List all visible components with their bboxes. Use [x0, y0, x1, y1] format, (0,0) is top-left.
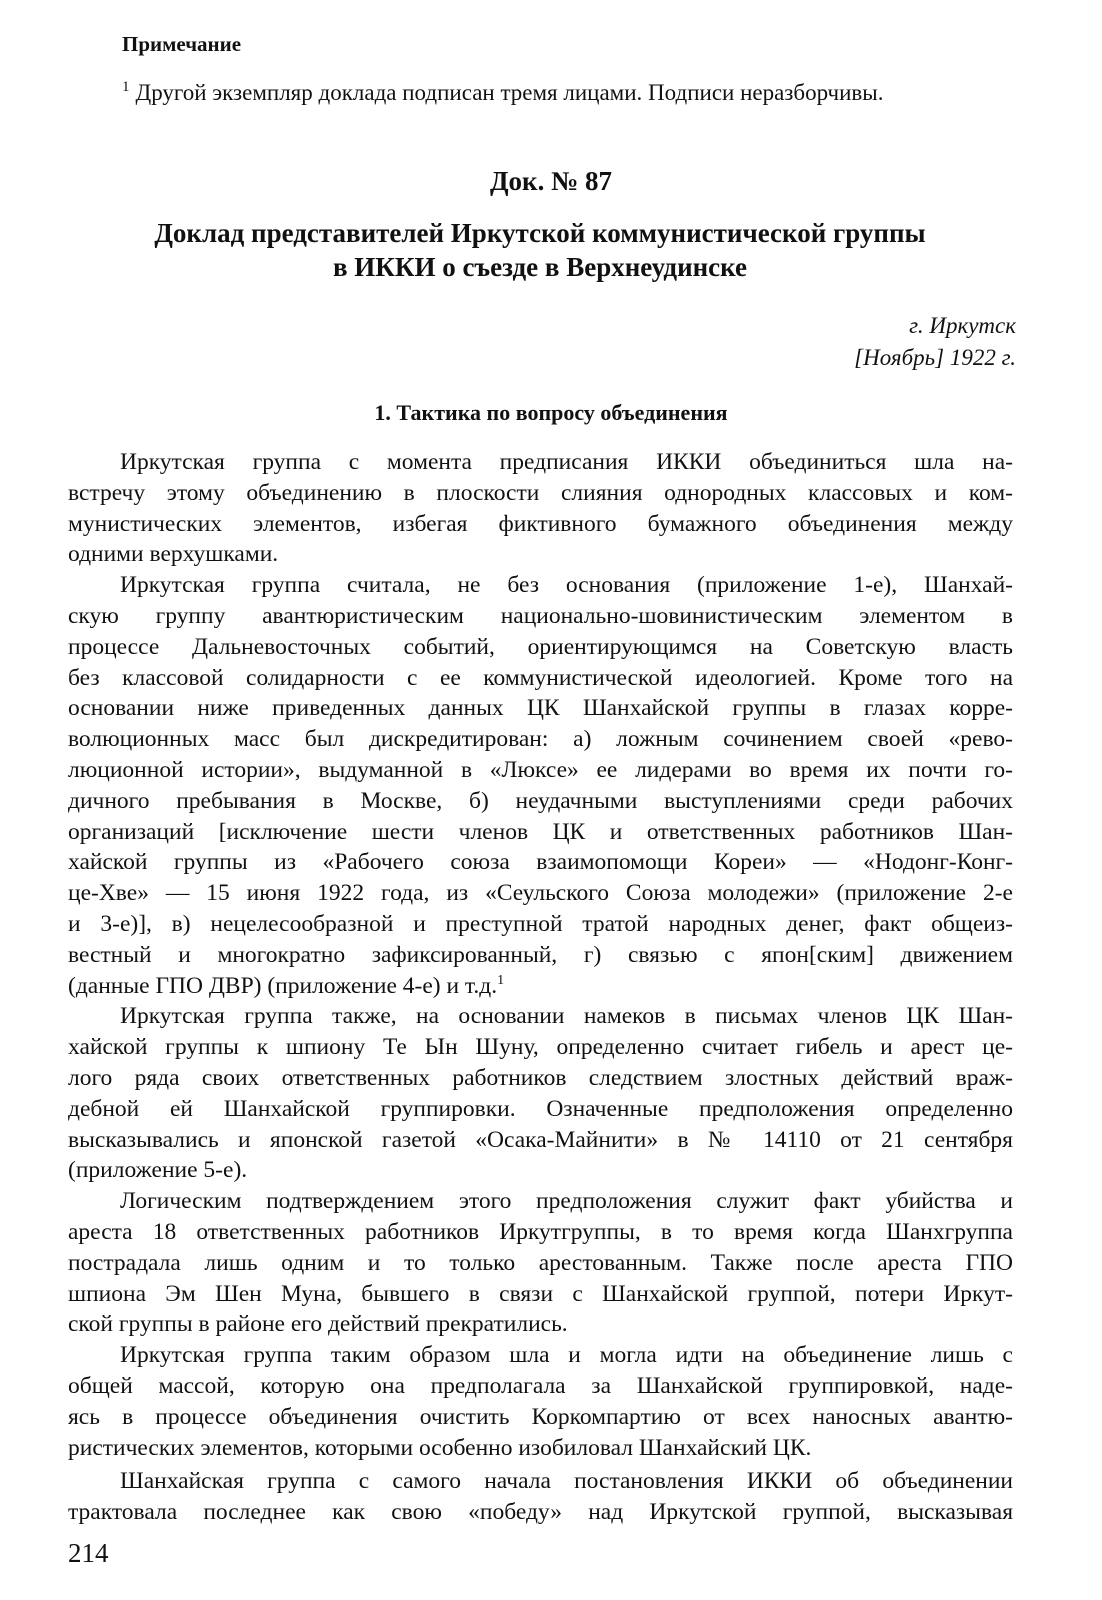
footnote-reference: 1	[497, 972, 505, 988]
text-line: ареста 18 ответственных работников Иркутгруппы, в то время когда Шанхгруппа	[68, 1218, 1013, 1245]
document-title-line: Доклад представителей Иркутской коммунистической группы	[154, 218, 926, 248]
text-line: встречу этому объединению в плоскости слияния однородных классовых и ком-	[68, 479, 1013, 506]
text-line: одними верхушками.	[68, 541, 279, 568]
text-line: Иркутская группа считала, не без основания (приложение 1-е), Шанхай-	[120, 572, 1013, 599]
document-place: г. Иркутск	[909, 313, 1016, 338]
text-line: ристических элементов, которыми особенно изобиловал Шанхайский ЦК.	[68, 1434, 812, 1461]
footnote-marker: 1	[122, 79, 130, 95]
text-line: дичного пребывания в Москве, б) неудачными выступлениями среди рабочих	[68, 787, 1013, 814]
text-line: организаций [исключение шести членов ЦК и ответственных работников Шан-	[68, 818, 1013, 845]
footnote-text	[122, 72, 883, 108]
text-line: люционной истории», выдуманной в «Люксе» ее лидерами во время их почти го-	[68, 756, 1013, 783]
text-line: высказывались и японской газетой «Осака-Майнити» в № 14110 от 21 сентября	[68, 1126, 1013, 1153]
text-line: це-Хве» — 15 июня 1922 года, из «Сеульского Союза молодежи» (приложение 2-е	[68, 880, 1013, 907]
text-line: шпиона Эм Шен Муна, бывшего в связи с Шанхайской группой, потери Иркут-	[68, 1280, 1013, 1307]
text-line: вестный и многократно зафиксированный, г) связью с япон[ским] движением	[68, 941, 1013, 968]
text-line: скую группу авантюристическим национально-шовинистическим элементом в	[68, 602, 1013, 629]
page-number: 214	[68, 1538, 109, 1568]
document-title-line: в ИККИ о съезде в Верхнеудинске	[332, 252, 748, 282]
text-line: Иркутская группа с момента предписания ИККИ объединиться шла на-	[120, 449, 1013, 475]
text-line: пострадала лишь одним и то только арестованным. Также после ареста ГПО	[68, 1249, 1013, 1276]
text-line: трактовала последнее как свою «победу» над Иркутской группой, высказывая	[68, 1499, 1013, 1526]
section-heading: 1. Тактика по вопросу объединения	[374, 400, 728, 425]
text-line: основании ниже приведенных данных ЦК Шанхайской группы в глазах корре-	[68, 695, 1013, 722]
text-line: мунистических элементов, избегая фиктивного бумажного объединения между	[68, 510, 1013, 537]
text-line: Иркутская группа также, на основании намеков в письмах членов ЦК Шан-	[120, 1003, 1013, 1030]
text-line: Иркутская группа таким образом шла и могла идти на объединение лишь с	[120, 1342, 1013, 1369]
text-line: лого ряда своих ответственных работников следствием злостных действий враж-	[68, 1064, 1013, 1091]
text-line: (приложение 5-е).	[68, 1157, 248, 1184]
text-line: процессе Дальневосточных событий, ориентирующимся на Советскую власть	[68, 633, 1013, 660]
text-line: Логическим подтверждением этого предположения служит факт убийства и	[120, 1188, 1013, 1215]
document-date: [Ноябрь] 1922 г.	[854, 345, 1016, 370]
note-heading: Примечание	[122, 32, 242, 56]
text-line: ясь в процессе объединения очистить Коркомпартию от всех наносных авантю-	[68, 1403, 1013, 1430]
body-text	[68, 447, 1013, 1528]
text-line: хайской группы из «Рабочего союза взаимопомощи Кореи» — «Нодонг-Конг-	[68, 849, 1013, 876]
text-line	[68, 971, 1013, 1002]
text-line: и 3-е)], в) нецелесообразной и преступной тратой народных денег, факт общеиз-	[68, 910, 1013, 937]
text-line: без классовой солидарности с ее коммунистической идеологией. Кроме того на	[68, 664, 1013, 691]
text-line: волюционных масс был дискредитирован: а) ложным сочинением своей «рево-	[68, 726, 1013, 753]
place-and-date	[854, 310, 1016, 374]
text-line-content: (данные ГПО ДВР) (приложение 4-е) и т.д.	[68, 972, 498, 999]
document-number: Док. № 87	[489, 166, 612, 196]
footnote-body: Другой экземпляр доклада подписан тремя лицами. Подписи неразборчивы.	[135, 80, 884, 105]
text-line: Шанхайская группа с самого начала постановления ИККИ об объединении	[120, 1468, 1013, 1495]
text-line: общей массой, которую она предполагала за Шанхайской группировкой, наде-	[68, 1372, 1013, 1399]
text-line: дебной ей Шанхайской группировки. Означенные предположения определенно	[68, 1095, 1013, 1122]
document-title	[110, 216, 970, 284]
text-line: ской группы в районе его действий прекратились.	[68, 1311, 568, 1338]
text-line: хайской группы к шпиону Те Ын Шуну, определенно считает гибель и арест це-	[68, 1034, 1013, 1061]
